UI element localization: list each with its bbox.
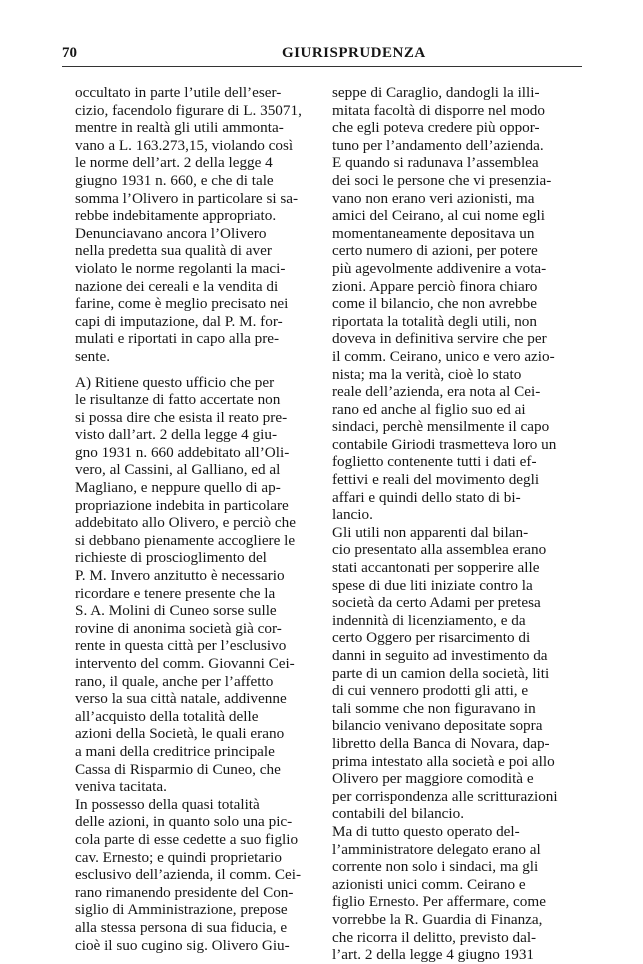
text-line: farine, come è meglio precisato nei bbox=[75, 295, 289, 313]
text-line: si debbano pienamente accogliere le bbox=[75, 531, 296, 549]
right-column bbox=[332, 84, 577, 964]
text-line: vero, al Cassini, al Galliano, ed al bbox=[75, 461, 281, 479]
text-line: per corrispondenza alle scritturazioni bbox=[332, 787, 558, 805]
left-column bbox=[75, 84, 320, 954]
text-line: che ricorra il delitto, previsto dal- bbox=[332, 928, 537, 946]
text-line: amici del Ceirano, al cui nome egli bbox=[332, 207, 545, 225]
page-header bbox=[62, 45, 582, 67]
text-line: a mani della creditrice principale bbox=[75, 742, 275, 760]
text-line: seppe di Caraglio, dandogli la illi- bbox=[332, 84, 540, 101]
text-line: ricordare e tenere presente che la bbox=[75, 584, 276, 602]
text-line: si possa dire che esista il reato pre- bbox=[75, 408, 288, 426]
text-line: mentre in realtà gli utili ammonta- bbox=[75, 119, 284, 137]
text-line: reale dell’azienda, era nota al Cei- bbox=[332, 383, 541, 401]
text-line: cola parte di esse cedette a suo figlio bbox=[75, 830, 299, 848]
text-line: Olivero per maggiore comodità e bbox=[332, 770, 534, 788]
text-line: rente in questa città per l’esclusivo bbox=[75, 637, 287, 655]
running-head: GIURISPRUDENZA bbox=[282, 45, 426, 61]
text-line: S. A. Molini di Cuneo sorse sulle bbox=[75, 602, 277, 620]
text-line: certo numero di azioni, per potere bbox=[332, 242, 538, 260]
text-line: il comm. Ceirano, unico e vero azio- bbox=[332, 347, 555, 365]
text-line: l’amministratore delegato erano al bbox=[332, 840, 541, 858]
text-line: intervento del comm. Giovanni Cei- bbox=[75, 655, 295, 672]
text-line: occultato in parte l’utile dell’eser- bbox=[75, 84, 282, 101]
text-line: violato le norme regolanti la maci- bbox=[75, 259, 286, 277]
text-line: che egli poteva credere più oppor- bbox=[332, 119, 540, 137]
text-line: società da certo Adami per pretesa bbox=[332, 594, 541, 612]
text-line: E quando si radunava l’assemblea bbox=[332, 154, 539, 172]
text-line: In possesso della quasi totalità bbox=[75, 795, 260, 813]
text-line: P. M. Invero anzitutto è necessario bbox=[75, 567, 285, 585]
text-line: rano, il quale, anche per l’affetto bbox=[75, 672, 274, 690]
text-line: azionisti unici comm. Ceirano e bbox=[332, 875, 526, 893]
text-line: delle azioni, in quanto solo una pic- bbox=[75, 813, 293, 831]
text-line: le norme dell’art. 2 della legge 4 bbox=[75, 154, 273, 172]
text-line: mitata facoltà di disporre nel modo bbox=[332, 101, 545, 119]
text-line: indennità di licenziamento, e da bbox=[332, 611, 526, 629]
text-line: Magliano, e neppure quello di ap- bbox=[75, 479, 281, 497]
text-line: foglietto contenente tutti i dati ef- bbox=[332, 453, 537, 471]
text-line: sindaci, perchè mensilmente il capo bbox=[332, 418, 550, 436]
text-line: riportata la totalità degli utili, non bbox=[332, 312, 537, 330]
text-line: bilancio venivano depositate sopra bbox=[332, 717, 543, 735]
text-line: più agevolmente addivenire a vota- bbox=[332, 259, 547, 277]
text-line: visto dall’art. 2 della legge 4 giu- bbox=[75, 426, 278, 444]
text-line: alla stessa persona di sua fiducia, e bbox=[75, 918, 288, 936]
text-line: veniva tacitata. bbox=[75, 778, 167, 796]
text-line: di cui vennero prodotti gli atti, e bbox=[332, 682, 529, 700]
text-line: giugno 1931 n. 660, e che di tale bbox=[75, 171, 274, 189]
text-line: figlio Ernesto. Per affermare, come bbox=[332, 893, 546, 911]
text-line: tuno per l’andamento dell’azienda. bbox=[332, 136, 544, 154]
text-line: capi di imputazione, dal P. M. for- bbox=[75, 312, 283, 330]
text-line: addebitato allo Olivero, e perciò che bbox=[75, 514, 296, 532]
text-line: nista; ma la verità, cioè lo stato bbox=[332, 365, 522, 383]
text-line: nazione dei cereali e la vendita di bbox=[75, 277, 279, 295]
text-line: come il bilancio, che non avrebbe bbox=[332, 295, 537, 313]
text-line: nella predetta sua qualità di aver bbox=[75, 242, 272, 260]
text-line: cioè il suo cugino sig. Olivero Giu- bbox=[75, 936, 290, 954]
text-line: vorrebbe la R. Guardia di Finanza, bbox=[332, 910, 543, 928]
text-line: cav. Ernesto; e quindi proprietario bbox=[75, 848, 282, 866]
text-line: l’art. 2 della legge 4 giugno 1931 bbox=[332, 946, 535, 964]
text-line: contabili del bilancio. bbox=[332, 805, 465, 823]
text-line: lancio. bbox=[332, 506, 373, 524]
text-line: Gli utili non apparenti dal bilan- bbox=[332, 523, 529, 541]
text-line: rebbe indebitamente appropriato. bbox=[75, 207, 277, 225]
text-line: sente. bbox=[75, 347, 111, 365]
text-line: doveva in definitiva servire che per bbox=[332, 330, 547, 348]
text-line: parte di un camion della società, liti bbox=[332, 664, 550, 682]
text-line: le risultanze di fatto accertate non bbox=[75, 391, 281, 409]
page-number: 70 bbox=[62, 45, 77, 61]
text-line: cio presentato alla assemblea erano bbox=[332, 541, 547, 559]
text-line: A) Ritiene questo ufficio che per bbox=[75, 373, 275, 391]
text-line: prima intestato alla società e poi allo bbox=[332, 752, 555, 770]
text-line: fettivi e reali del movimento degli bbox=[332, 471, 540, 489]
text-line: cizio, facendolo figurare di L. 35071, bbox=[75, 101, 302, 119]
text-line: stati accantonati per sopperire alle bbox=[332, 559, 540, 577]
text-line: verso la sua città natale, addivenne bbox=[75, 690, 287, 708]
text-line: libretto della Banca di Novara, dap- bbox=[332, 734, 550, 752]
text-line: azioni della Società, le quali erano bbox=[75, 725, 285, 743]
text-line: rovine di anonima società già cor- bbox=[75, 619, 282, 637]
text-line: Ma di tutto questo operato del- bbox=[332, 822, 520, 840]
text-line: propriazione indebita in particolare bbox=[75, 496, 289, 514]
text-line: rano rimanendo presidente del Con- bbox=[75, 883, 294, 901]
text-line: corrente non solo i sindaci, ma gli bbox=[332, 858, 539, 876]
text-line: siglio di Amministrazione, prepose bbox=[75, 901, 288, 919]
text-line: Cassa di Risparmio di Cuneo, che bbox=[75, 760, 281, 778]
text-line: rano ed anche al figlio suo ed ai bbox=[332, 400, 526, 418]
text-line: gno 1931 n. 660 addebitato all’Oli- bbox=[75, 443, 290, 461]
text-line: richieste di proscioglimento del bbox=[75, 549, 267, 567]
text-line: affari e quindi dello stato di bi- bbox=[332, 488, 521, 506]
text-line: danni in seguito ad investimento da bbox=[332, 647, 548, 664]
text-line: spese di due liti iniziate contro la bbox=[332, 576, 533, 594]
text-line: all’acquisto della totalità delle bbox=[75, 707, 259, 725]
header-rule bbox=[62, 66, 582, 67]
text-line: mulati e riportati in capo alla pre- bbox=[75, 330, 280, 348]
text-line: dei soci le persone che vi presenzia- bbox=[332, 171, 552, 189]
text-line: somma l’Olivero in particolare si sa- bbox=[75, 189, 299, 207]
text-line: vano non erano veri azionisti, ma bbox=[332, 189, 535, 207]
text-line: tali somme che non figuravano in bbox=[332, 699, 536, 717]
text-line: zioni. Appare perciò finora chiaro bbox=[332, 277, 538, 295]
text-line: certo Oggero per risarcimento di bbox=[332, 629, 531, 647]
text-line: Denunciavano ancora l’Olivero bbox=[75, 224, 267, 242]
text-line: vano a L. 163.273,15, violando così bbox=[75, 136, 294, 154]
text-line: contabile Giriodi trasmetteva loro un bbox=[332, 435, 557, 453]
text-line: momentaneamente depositava un bbox=[332, 224, 535, 242]
text-line bbox=[75, 366, 320, 374]
text-line: esclusivo dell’azienda, il comm. Cei- bbox=[75, 866, 302, 884]
